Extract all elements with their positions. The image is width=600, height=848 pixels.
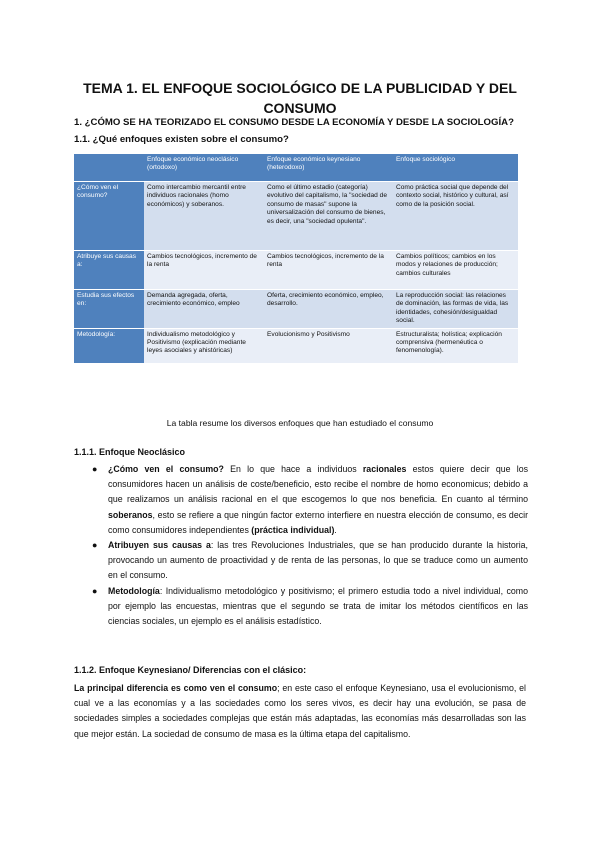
table-cell [264, 290, 393, 329]
approaches-table [74, 154, 518, 364]
bullet-icon: ● [92, 585, 98, 596]
bullet-bold-text: racionales [362, 464, 407, 474]
bullet-text: : las tres Revoluciones Industriales, que se han producido durante la historia, provocando un aumento de proactividad y de renta de las personas, lo que se traduce como un aumento en el consumo. [108, 540, 528, 581]
bullet-text: estos quiere decir que los consumidores hacen un análisis de coste/beneficio, esto recibe el nombre de homo economicus; debido a que realizamos un análisis racional en el que escogemos lo que nos beneficia. En cuanto al término [108, 464, 528, 505]
table-cell [393, 328, 518, 363]
keynesian-paragraph [74, 681, 526, 742]
row-label-text: Estudia sus efectos en: [77, 292, 135, 308]
table-row [74, 182, 518, 251]
section-heading-1-1-1: 1.1.1. Enfoque Neoclásico [74, 447, 186, 457]
table-cell [393, 182, 518, 251]
bullet-icon: ● [92, 540, 98, 551]
table-cell-text: Evolucionismo y Positivismo [267, 330, 350, 338]
row-label-text: ¿Cómo ven el consumo? [77, 184, 119, 200]
bullet-text: , esto se refiere a que ningún factor externo interfiere en nuestra elección de consumo, es decir como consumidores independientes [108, 509, 528, 535]
table-cell [144, 251, 264, 290]
table-cell-text: Oferta, crecimiento económico, empleo, desarrollo. [267, 292, 384, 308]
table-cell-text: Cambios políticos; cambios en los modos y relaciones de producción; cambios culturales [396, 253, 498, 277]
table-cell [264, 182, 393, 251]
bullet-text: En lo que hace a individuos [223, 464, 363, 474]
row-label-text: Atribuye sus causas a: [77, 253, 137, 269]
table-header-row [74, 154, 518, 182]
section-heading-1: 1. ¿CÓMO SE HA TEORIZADO EL CONSUMO DESDE LA ECONOMÍA Y DESDE LA SOCIOLOGÍA? [74, 117, 514, 128]
table-row [74, 251, 518, 290]
table-cell [393, 290, 518, 329]
table-cell [264, 251, 393, 290]
row-label [74, 290, 144, 329]
bullet-label: Metodología [108, 585, 160, 596]
neoclassic-bullet-list [74, 462, 528, 629]
table-row [74, 328, 518, 363]
list-item [92, 538, 528, 584]
table-cell-text: Demanda agregada, oferta, crecimiento económico, empleo [147, 292, 240, 308]
table-cell-text: Cambios tecnológicos, incremento de la renta [147, 253, 257, 269]
row-label-text: Metodología: [77, 330, 116, 338]
table-header-neoclassic: Enfoque económico neoclásico (ortodoxo) [144, 154, 264, 182]
table-cell [393, 251, 518, 290]
section-heading-1-1: 1.1. ¿Qué enfoques existen sobre el consumo? [74, 134, 289, 145]
row-label [74, 182, 144, 251]
table-caption: La tabla resume los diversos enfoques que han estudiado el consumo [166, 418, 434, 428]
table-header-empty [74, 154, 144, 182]
row-label [74, 251, 144, 290]
table-cell-text: La reproducción social: las relaciones de dominación, las formas de vida, las identidades, cohesión/desigualdad social. [396, 292, 509, 325]
table-cell-text: Como práctica social que depende del contexto social, histórico y cultural, así como de la posición social. [396, 184, 509, 208]
row-label [74, 328, 144, 363]
paragraph-text: ; en este caso el enfoque Keynesiano, usa el evolucionismo, el cual ve a las economías y a las sociedades como los seres vivos, es decir hay una evolución, se pasa de sociedades simples a sociedades complejas que están más adaptadas, las economías más desarrolladas son las que mejor están. La sociedad de consumo de masa es la última etapa del capitalismo. [74, 683, 526, 739]
bullet-text: . [334, 524, 337, 535]
bullet-bold-text: (práctica individual) [251, 524, 335, 535]
table-cell-text: Como intercambio mercantil entre individuos racionales (homo económicos) y soberanos. [147, 184, 246, 208]
bullet-text: : Individualismo metodológico y positivismo; el primero estudia todo a nivel individual, como por ejemplo las encuestas, mientras que el segundo se trata de imitar los métodos científicos en las ciencias sociales, un ejemplo es el análisis estadístico. [108, 585, 528, 627]
bullet-icon: ● [92, 464, 98, 474]
page-title: TEMA 1. EL ENFOQUE SOCIOLÓGICO DE LA PUBLICIDAD Y DEL CONSUMO [83, 80, 517, 116]
table-cell-text: Estructuralista; holística; explicación comprensiva (hermenéutica o fenomenología). [396, 330, 502, 355]
table-header-keynesian: Enfoque económico keynesiano (heterodoxo) [264, 154, 393, 182]
table-cell [144, 182, 264, 251]
table-cell-text: Individualismo metodológico y Positivismo (explicación mediante leyes asociales y ahistóricas) [147, 330, 246, 355]
list-item [92, 462, 528, 538]
paragraph-bold-text: La principal diferencia es como ven el consumo [74, 683, 278, 693]
table-cell [264, 328, 393, 363]
table-cell-text: Cambios tecnológicos, incremento de la renta [267, 253, 384, 269]
list-item [92, 584, 528, 630]
bullet-bold-text: soberanos [108, 509, 153, 520]
section-heading-1-1-2: 1.1.2. Enfoque Keynesiano/ Diferencias con el clásico: [74, 665, 307, 675]
table-cell [144, 328, 264, 363]
table-row [74, 290, 518, 329]
bullet-label: Atribuyen sus causas a [108, 540, 211, 551]
table-header-sociological: Enfoque sociológico [393, 154, 518, 182]
bullet-label: ¿Cómo ven el consumo? [108, 464, 224, 474]
table-cell [144, 290, 264, 329]
table-cell-text: Como el último estadio (categoría) evolutivo del capitalismo, la "sociedad de consumo de masas" supone la universalización del consumo de bienes, es decir, una "sociedad opulenta". [267, 184, 387, 225]
